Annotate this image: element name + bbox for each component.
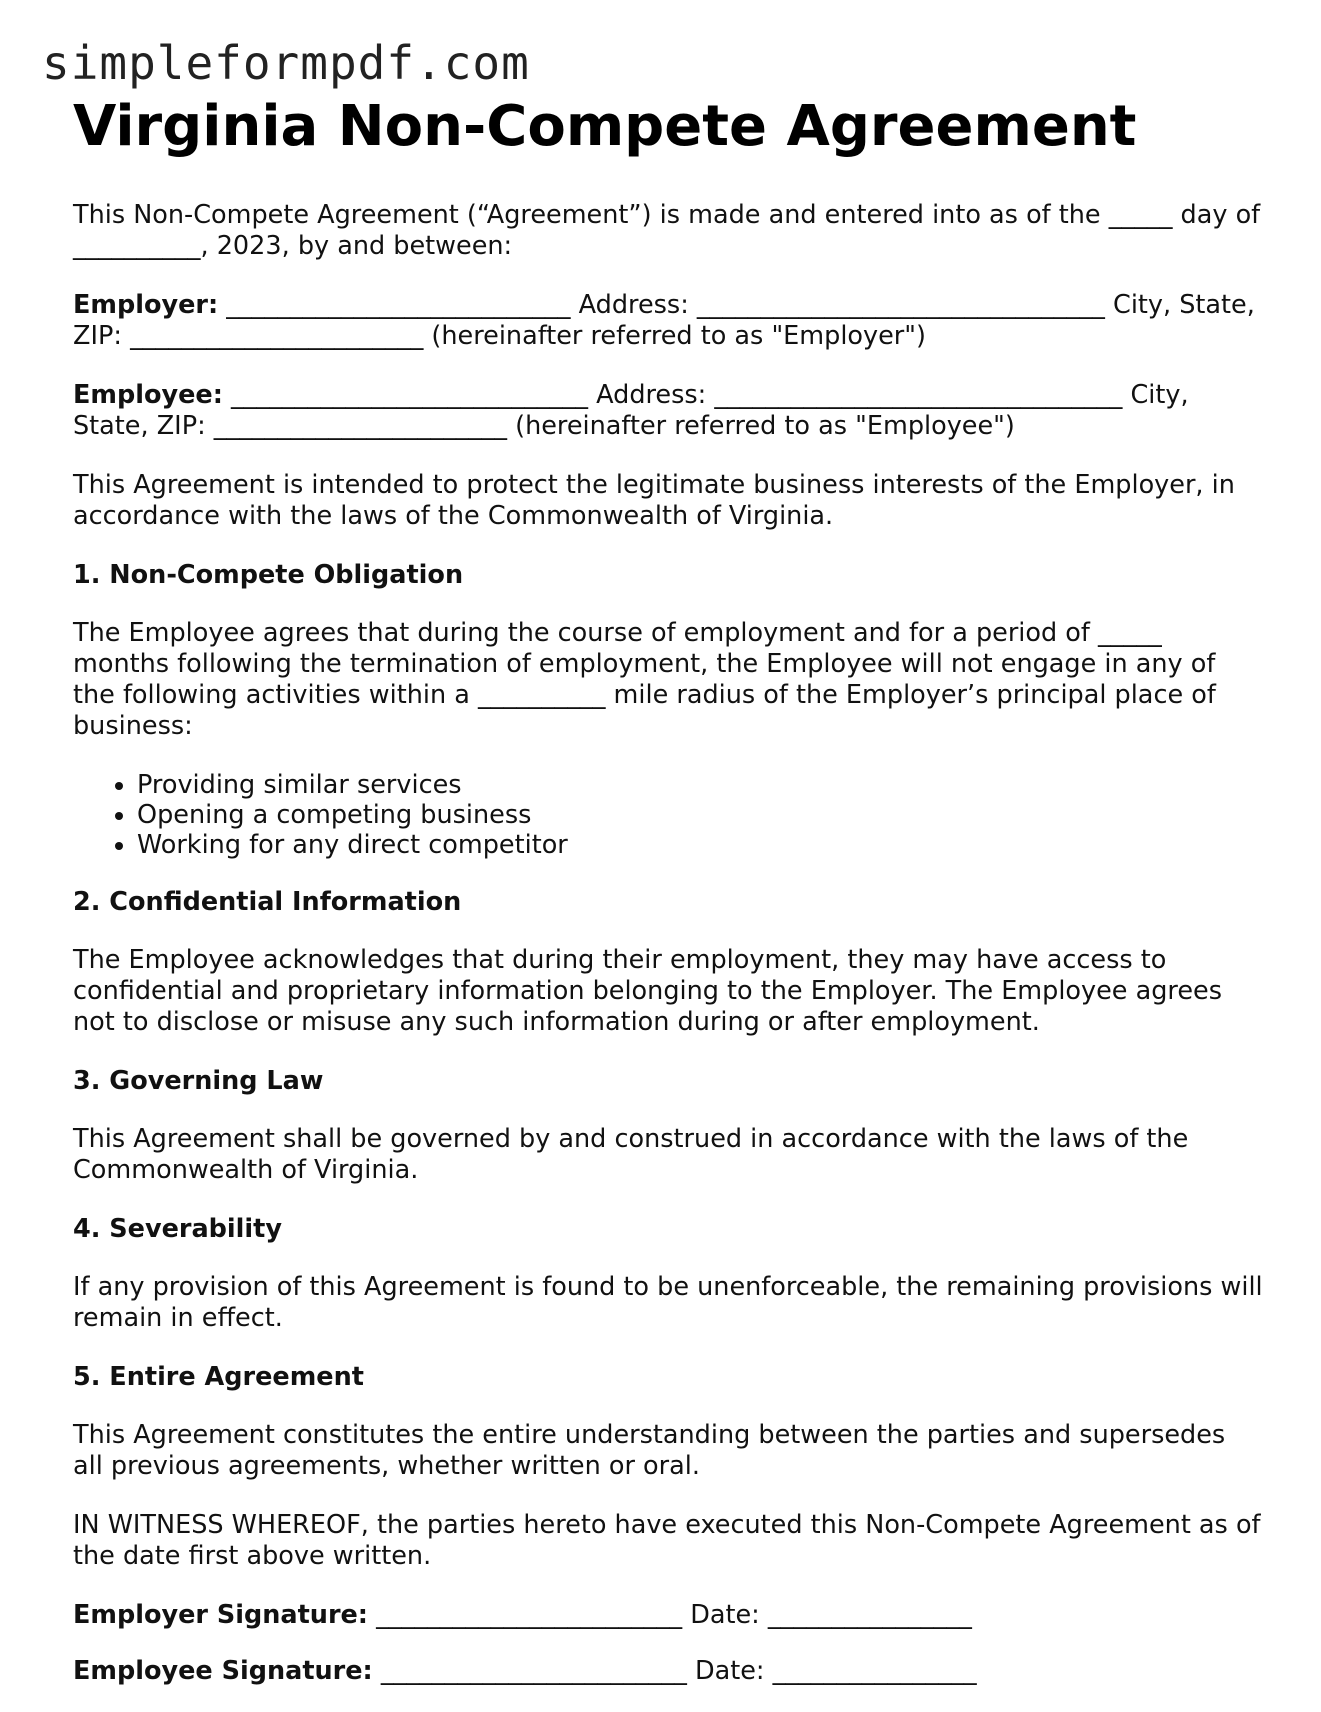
section-3-body: This Agreement shall be governed by and construed in accordance with the laws of the Commonwealth of Virginia.: [73, 1123, 1189, 1185]
section-1-body: The Employee agrees that during the course of employment and for a period of _____ months following the termination of employment, the Employee will not engage in any of the following activities within a __________ mile radius of the Employer’s principal place of business:: [73, 617, 1216, 741]
restricted-activities-list: [73, 770, 1263, 860]
employee-block: [73, 380, 1263, 442]
employee-label: Employee:: [73, 379, 223, 410]
document-body: [73, 96, 1263, 1712]
watermark: simpleformpdf.com: [42, 36, 530, 90]
section-2-heading: 2. Confidential Information: [73, 886, 462, 917]
employee-signature-fields: ________________________ Date: ________________: [372, 1655, 977, 1686]
section-4-body: If any provision of this Agreement is found to be unenforceable, the remaining provisions will remain in effect.: [73, 1271, 1263, 1333]
list-item: • Providing similar services: [137, 770, 1263, 800]
section-2-body: The Employee acknowledges that during their employment, they may have access to confidential and proprietary information belonging to the Employer. The Employee agrees not to disclose or misuse any such information during or after employment.: [73, 944, 1222, 1037]
purpose-paragraph: This Agreement is intended to protect the legitimate business interests of the Employer, in accordance with the laws of the Commonwealth of Virginia.: [73, 469, 1235, 531]
section-1-heading: 1. Non-Compete Obligation: [73, 559, 464, 590]
section-5-heading: 5. Entire Agreement: [73, 1361, 364, 1392]
section-5-body: This Agreement constitutes the entire understanding between the parties and supersedes all previous agreements, whether written or oral.: [73, 1419, 1226, 1481]
list-item: • Working for any direct competitor: [137, 830, 1263, 860]
witness-paragraph: IN WITNESS WHEREOF, the parties hereto have executed this Non-Compete Agreement as of the date first above written.: [73, 1509, 1261, 1571]
list-item: • Opening a competing business: [137, 800, 1263, 830]
section-3-heading: 3. Governing Law: [73, 1065, 324, 1096]
employer-fields: ___________________________ Address: ________________________________ City, State, ZIP: _______________________ (hereinafter referred to as "Employer"): [73, 289, 1255, 351]
employer-signature-line: [73, 1600, 1263, 1631]
employer-label: Employer:: [73, 289, 219, 320]
employer-signature-fields: ________________________ Date: ________________: [368, 1599, 972, 1630]
intro-paragraph: This Non-Compete Agreement (“Agreement”) is made and entered into as of the _____ day of __________, 2023, by and between:: [73, 199, 1261, 261]
employee-fields: ____________________________ Address: ________________________________ City, State, ZIP: _______________________ (hereinafter referred to as "Employee"): [73, 379, 1189, 441]
employer-block: [73, 290, 1263, 352]
employee-signature-line: [73, 1656, 1263, 1687]
section-4-heading: 4. Severability: [73, 1213, 282, 1244]
page-title: Virginia Non-Compete Agreement: [73, 94, 1137, 159]
employee-signature-label: Employee Signature:: [73, 1655, 373, 1686]
employer-signature-label: Employer Signature:: [73, 1599, 369, 1630]
